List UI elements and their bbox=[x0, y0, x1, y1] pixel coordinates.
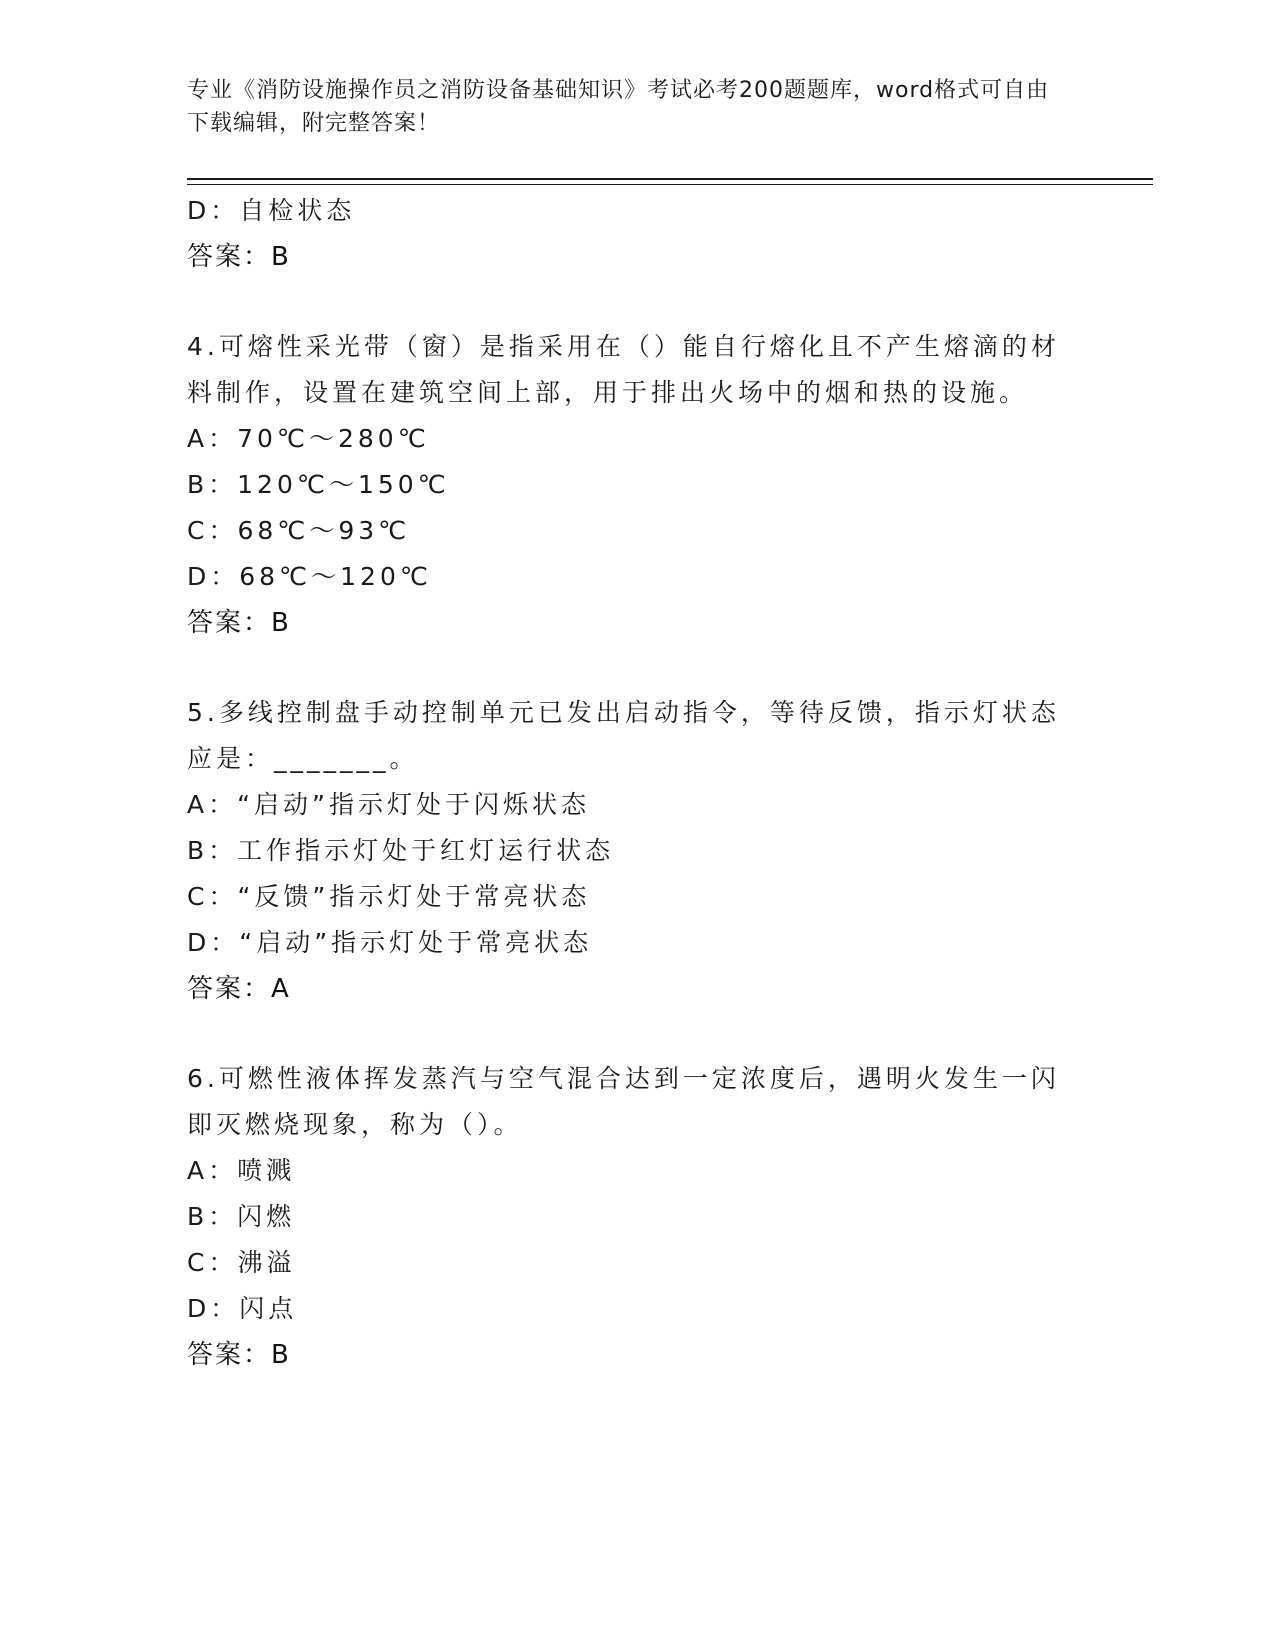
option-b: B：工作指示灯处于红灯运行状态 bbox=[187, 836, 615, 865]
question-content bbox=[187, 188, 1067, 1378]
answer-line: 答案：B bbox=[187, 608, 291, 638]
question-4 bbox=[187, 324, 1067, 646]
question-6 bbox=[187, 1056, 1067, 1378]
question-text: 4.可熔性采光带（窗）是指采用在（）能自行熔化且不产生熔滴的材料制作，设置在建筑空间上部，用于排出火场中的烟和热的设施。 bbox=[187, 332, 1060, 407]
option-d: D：“启动”指示灯处于常亮状态 bbox=[187, 928, 593, 957]
option-c: C：“反馈”指示灯处于常亮状态 bbox=[187, 882, 591, 911]
option-a: A：“启动”指示灯处于闪烁状态 bbox=[187, 790, 591, 819]
option-a: A：70℃～280℃ bbox=[187, 424, 430, 453]
header-divider-thin bbox=[187, 184, 1153, 185]
option-c: C：68℃～93℃ bbox=[187, 516, 411, 545]
option-c: C：沸溢 bbox=[187, 1248, 296, 1277]
option-d: D：闪点 bbox=[187, 1294, 298, 1323]
question-5 bbox=[187, 690, 1067, 1012]
question-text: 6.可燃性液体挥发蒸汽与空气混合达到一定浓度后，遇明火发生一闪即灭燃烧现象，称为（）。 bbox=[187, 1064, 1060, 1139]
question-text: 5.多线控制盘手动控制单元已发出启动指令，等待反馈，指示灯状态应是：_______。 bbox=[187, 698, 1060, 773]
option-b: B：闪燃 bbox=[187, 1202, 296, 1231]
answer-line: 答案：B bbox=[187, 242, 291, 272]
option-d: D：68℃～120℃ bbox=[187, 562, 432, 591]
option-a: A：喷溅 bbox=[187, 1156, 296, 1185]
document-header: 专业《消防设施操作员之消防设备基础知识》考试必考200题题库，word格式可自由下载编辑，附完整答案！ bbox=[187, 78, 1050, 136]
header-divider-thick bbox=[187, 178, 1153, 180]
option-b: B：120℃～150℃ bbox=[187, 470, 450, 499]
answer-line: 答案：B bbox=[187, 1340, 291, 1370]
answer-line: 答案：A bbox=[187, 974, 291, 1004]
option-d: D：自检状态 bbox=[187, 196, 356, 225]
